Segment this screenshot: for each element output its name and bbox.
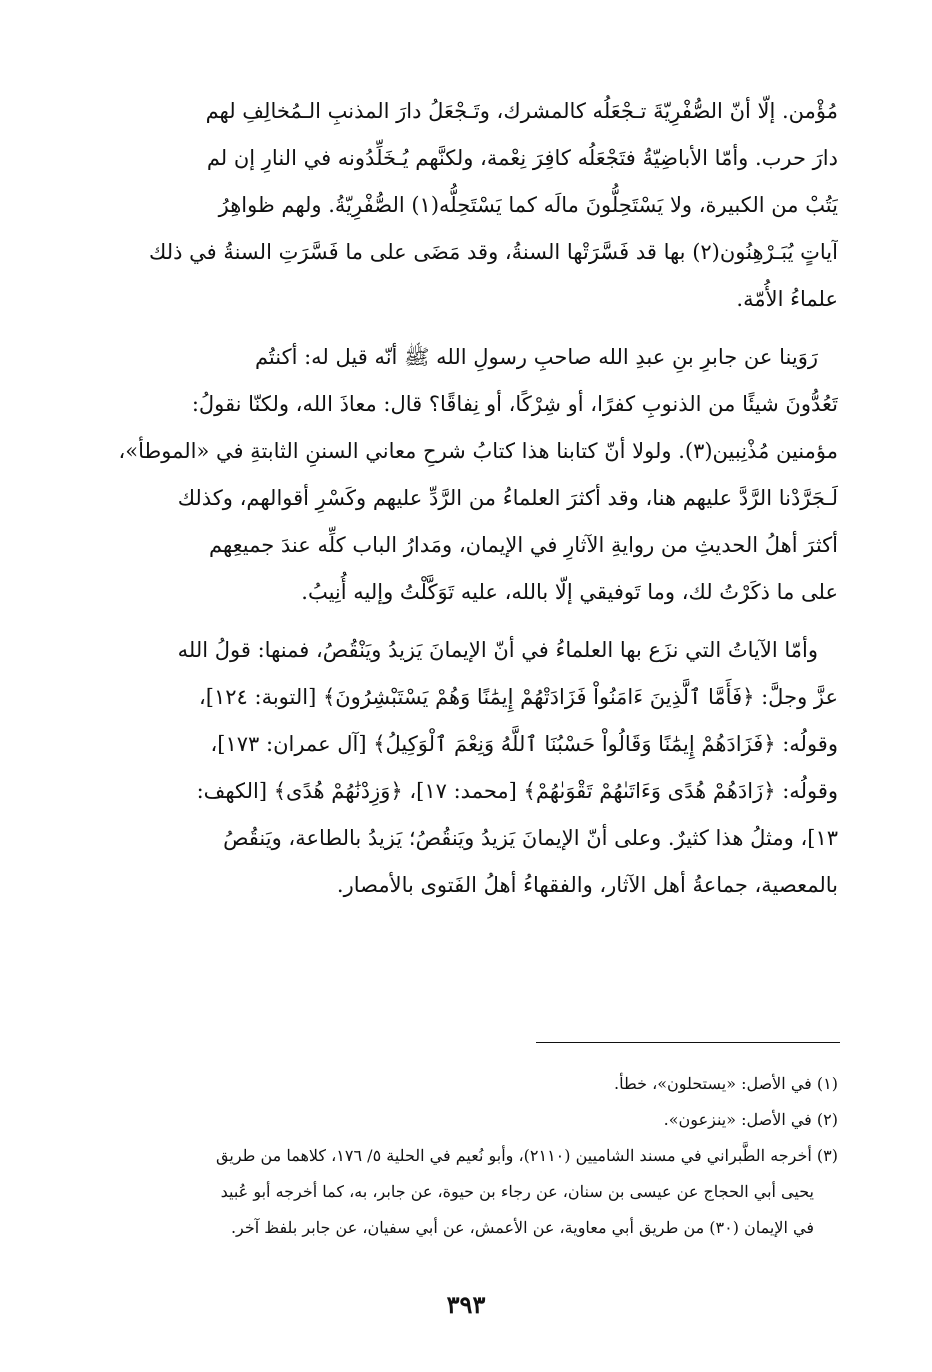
footnotes: [104, 1066, 838, 1246]
paragraph-3: [104, 627, 838, 909]
paragraph-2: [104, 334, 838, 616]
text-line: وقولُه: ﴿زَادَهُمْ هُدًى وَءَاتَىٰهُمْ تَقْوَىٰهُمْ﴾ [محمد: ١٧]، ﴿وَزِدْنَٰهُمْ هُدًى﴾ [الكهف:: [196, 779, 838, 803]
text-line: رَوَينا عن جابرِ بنِ عبدِ الله صاحبِ رسولِ الله ﷺ أنّه قيل له: أكنتُم: [254, 345, 818, 369]
main-text: [104, 88, 838, 909]
text-line: مُؤْمن. إلّا أنّ الصُّفْرِيّةَ تـجْعَلُه كالمشرك، وتَـجْعَلُ دارَ المذنبِ الـمُخالِفِ لهم: [205, 99, 838, 123]
paragraph-1: [104, 88, 838, 323]
text-line: مؤمنين مُذْنِبين(٣). ولولا أنّ كتابنا هذا كتابُ شرحِ معاني السننِ الثابتةِ في «الموطأ»،: [118, 439, 838, 463]
text-line: آياتٍ يُبَـرْهِنُون(٢) بها قد فَسَّرَتْها السنةُ، وقد مَضَى على ما فَسَّرَتِ السنةُ في ذلك: [149, 240, 838, 264]
text-line: عزَّ وجلَّ: ﴿فَأَمَّا ٱلَّذِينَ ءَامَنُواْ فَزَادَتْهُمْ إِيمَٰنًا وَهُمْ يَسْتَبْشِرُونَ﴾ [التوبة: ١٢٤]،: [198, 685, 838, 709]
text-line: وأمّا الآياتُ التي نزَع بها العلماءُ في أنّ الإيمانَ يَزيدُ ويَنْقُصُ، فمنها: قولُ الله: [177, 638, 818, 662]
text-line: بالمعصية، جماعةُ أهل الآثار، والفقهاءُ أهلُ الفَتوى بالأمصار.: [336, 873, 838, 897]
footnote-3-continued: في الإيمان (٣٠) من طريق أبي معاوية، عن الأعمش، عن أبي سفيان، عن جابر بلفظ آخر.: [230, 1218, 814, 1237]
footnote-3-continued: يحيى أبي الحجاج عن عيسى بن سنان، عن رجاء بن حيوة، عن جابر، به، كما أخرجه أبو عُبيد: [220, 1182, 814, 1201]
footnote-3: (٣) أخرجه الطَّبراني في مسند الشاميين (٢١١٠)، وأبو نُعيم في الحلية ٥/ ١٧٦، كلاهما من طريق: [216, 1146, 838, 1165]
footnote-1: (١) في الأصل: «يستحلون»، خطأ.: [614, 1074, 838, 1093]
page-number: ٣٩٣: [446, 1290, 486, 1319]
text-line: دارَ حرب. وأمّا الأباضِيّةُ فتَجْعَلُه كافِرَ نِعْمة، ولكنَّهم يُـخَلِّدُونه في النارِ إن لم: [206, 146, 838, 170]
text-line: على ما ذكَرْتُ لك، وما تَوفيقي إلّا بالله، عليه تَوَكَّلْتُ وإليه أُنِيبُ.: [301, 580, 838, 604]
text-line: علماءُ الأُمّة.: [736, 287, 838, 311]
footnote-separator: [536, 1042, 840, 1043]
text-line: لَـجَرَّدْنا الرَّدَّ عليهم هنا، وقد أكثرَ العلماءُ من الرَّدِّ عليهم وكَسْرِ أقوالهم، وكذلك: [177, 486, 838, 510]
text-line: ١٣]، ومثلُ هذا كثيرٌ. وعلى أنّ الإيمانَ يَزيدُ ويَنقُصُ؛ يَزيدُ بالطاعة، ويَنقُصُ: [223, 826, 838, 850]
text-line: يَتُبْ من الكبيرة، ولا يَسْتَحِلُّونَ مالَه كما يَسْتَحِلُّه(١) الصُّفْرِيّةُ. ولهم ظواهِرُ: [218, 193, 838, 217]
text-line: أكثرَ أهلُ الحديثِ من روايةِ الآثارِ في الإيمان، ومَدارُ الباب كلِّه عندَ جميعِهم: [208, 533, 838, 557]
text-line: تَعُدُّونَ شيئًا من الذنوبِ كفرًا، أو شِرْكًا، أو نِفاقًا؟ قال: معاذَ الله، ولكنّا نقولُ:: [191, 392, 838, 416]
text-line: وقولُه: ﴿فَزَادَهُمْ إِيمَٰنًا وَقَالُواْ حَسْبُنَا ٱللَّهُ وَنِعْمَ ٱلْوَكِيلُ﴾ [آل عمران: ١٧٣]،: [210, 732, 838, 756]
footnote-2: (٢) في الأصل: «ينزعون».: [663, 1110, 838, 1129]
